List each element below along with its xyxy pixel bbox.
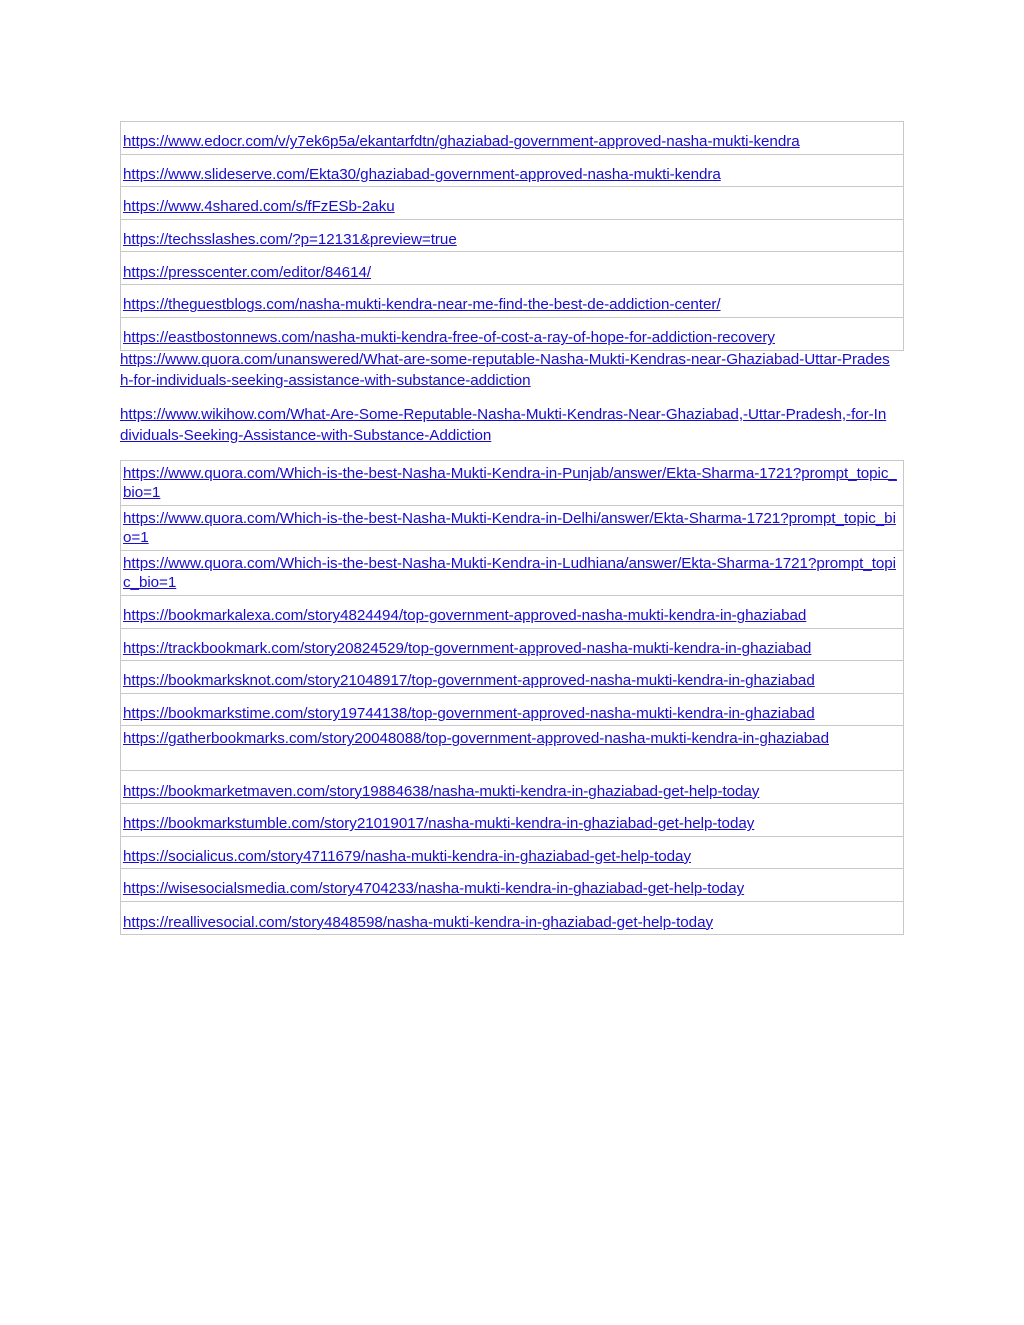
url-link[interactable]: https://bookmarkalexa.com/story4824494/top-government-approved-nasha-mukti-kendra-in-ghaziabad — [123, 607, 807, 625]
table-row — [121, 551, 903, 596]
url-link[interactable]: https://reallivesocial.com/story4848598/nasha-mukti-kendra-in-ghaziabad-get-help-today — [123, 913, 714, 931]
table-row — [121, 285, 903, 318]
url-link[interactable]: https://wisesocialsmedia.com/story4704233/nasha-mukti-kendra-in-ghaziabad-get-help-today — [123, 880, 745, 898]
url-link[interactable]: https://techsslashes.com/?p=12131&preview=true — [123, 231, 457, 249]
url-link[interactable]: https://www.slideserve.com/Ekta30/ghaziabad-government-approved-nasha-mukti-kendra — [123, 165, 721, 183]
table-row — [121, 122, 903, 155]
table-row — [121, 661, 903, 694]
table-row — [121, 726, 903, 771]
table-row — [121, 902, 903, 935]
table-row — [121, 869, 903, 902]
url-link[interactable]: https://www.quora.com/Which-is-the-best-Nasha-Mukti-Kendra-in-Ludhiana/answer/Ekta-Sharma-1721?prompt_topic_bio=1 — [123, 555, 896, 591]
url-link[interactable]: https://www.edocr.com/v/y7ek6p5a/ekantarfdtn/ghaziabad-government-approved-nasha-mukti-kendra — [123, 133, 800, 151]
link-table-2 — [120, 460, 904, 935]
link-table-1 — [120, 121, 904, 351]
table-row — [121, 771, 903, 804]
url-link[interactable]: https://bookmarkstumble.com/story21019017/nasha-mukti-kendra-in-ghaziabad-get-help-today — [123, 815, 755, 833]
table-row — [121, 220, 903, 253]
url-link[interactable]: https://socialicus.com/story4711679/nasha-mukti-kendra-in-ghaziabad-get-help-today — [123, 847, 691, 865]
url-link[interactable]: https://www.quora.com/Which-is-the-best-Nasha-Mukti-Kendra-in-Delhi/answer/Ekta-Sharma-1721?prompt_topic_bio=1 — [123, 510, 896, 546]
table-row — [121, 596, 903, 629]
url-link[interactable]: https://bookmarkstime.com/story19744138/top-government-approved-nasha-mukti-kendra-in-ghaziabad — [123, 705, 815, 723]
table-row — [121, 318, 903, 351]
table-row — [121, 155, 903, 188]
table-row — [121, 506, 903, 551]
wikihow-link[interactable]: https://www.wikihow.com/What-Are-Some-Reputable-Nasha-Mukti-Kendras-Near-Ghaziabad,-Uttar-Pradesh,-for-Individuals-Seeking-Assistance-with-Substance-Addiction — [120, 406, 887, 444]
url-link[interactable]: https://bookmarksknot.com/story21048917/top-government-approved-nasha-mukti-kendra-in-ghaziabad — [123, 672, 815, 690]
table-row — [121, 629, 903, 662]
url-link[interactable]: https://gatherbookmarks.com/story20048088/top-government-approved-nasha-mukti-kendra-in-ghaziabad — [123, 730, 829, 748]
table-row — [121, 804, 903, 837]
url-link[interactable]: https://bookmarketmaven.com/story19884638/nasha-mukti-kendra-in-ghaziabad-get-help-today — [123, 782, 760, 800]
table-row — [121, 461, 903, 506]
url-link[interactable]: https://trackbookmark.com/story20824529/top-government-approved-nasha-mukti-kendra-in-ghaziabad — [123, 639, 812, 657]
table-row — [121, 837, 903, 870]
url-link[interactable]: https://eastbostonnews.com/nasha-mukti-kendra-free-of-cost-a-ray-of-hope-for-addiction-recovery — [123, 329, 775, 347]
url-link[interactable]: https://www.quora.com/Which-is-the-best-Nasha-Mukti-Kendra-in-Punjab/answer/Ekta-Sharma-1721?prompt_topic_bio=1 — [123, 465, 897, 501]
table-row — [121, 694, 903, 727]
url-link[interactable]: https://theguestblogs.com/nasha-mukti-kendra-near-me-find-the-best-de-addiction-center/ — [123, 296, 721, 314]
url-link[interactable]: https://presscenter.com/editor/84614/ — [123, 263, 372, 281]
quora-question-link[interactable]: https://www.quora.com/unanswered/What-are-some-reputable-Nasha-Mukti-Kendras-near-Ghaziabad-Uttar-Pradesh-for-individuals-seeking-assistance-with-substance-addiction — [120, 351, 890, 389]
table-row — [121, 252, 903, 285]
url-link[interactable]: https://www.4shared.com/s/fFzESb-2aku — [123, 198, 395, 216]
table-row — [121, 187, 903, 220]
